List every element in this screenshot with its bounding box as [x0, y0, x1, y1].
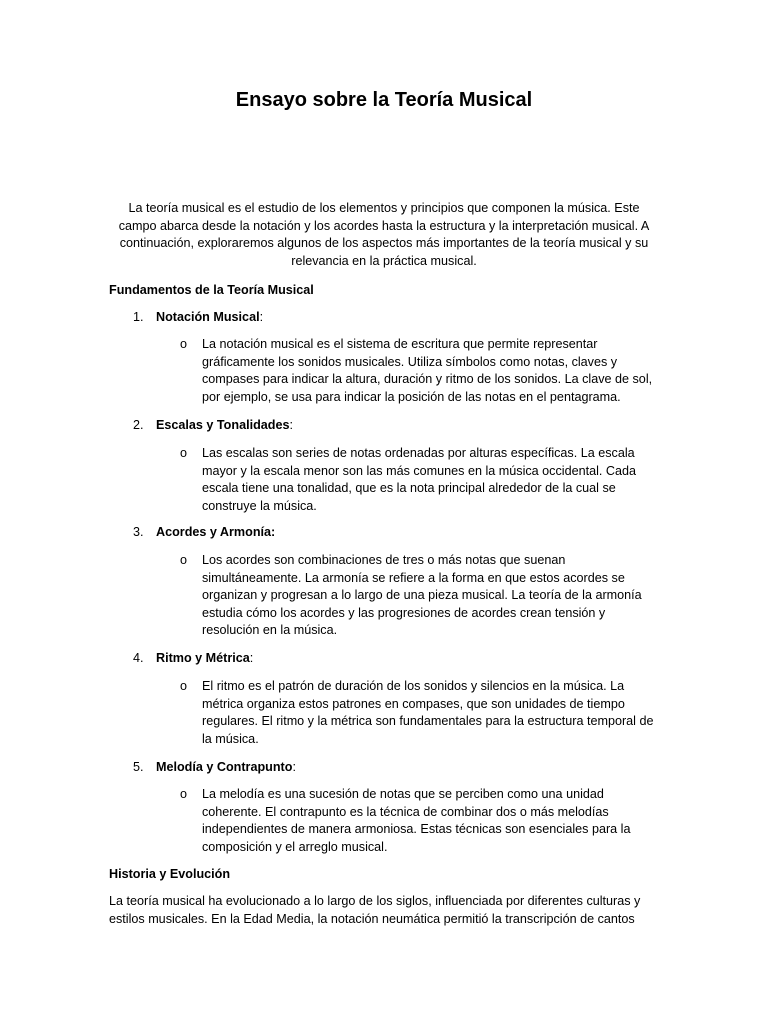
- bullet-text-5: La melodía es una sucesión de notas que se perciben como una unidad coherente. El contrapunto es la técnica de combinar dos o más melodías independientes de manera armoniosa. Estas técnicas son esenciales para la composición y el arreglo musical.: [202, 787, 631, 854]
- list-item-2: [133, 417, 293, 435]
- list-item-number: 2.: [133, 418, 144, 432]
- list-item-5: [133, 759, 296, 777]
- list-item-label: Ritmo y Métrica: [156, 651, 250, 665]
- list-item-suffix: :: [259, 310, 264, 324]
- list-item-number: 3.: [133, 525, 144, 539]
- bullet-marker: o: [180, 337, 188, 351]
- historia-paragraph: La teoría musical ha evolucionado a lo largo de los siglos, influenciada por diferentes culturas y estilos musicales. En la Edad Media, la notación neumática permitió la transcripción de cantos: [109, 894, 641, 926]
- bullet-text-3: Los acordes son combinaciones de tres o más notas que suenan simultáneamente. La armonía se refiere a la forma en que estos acordes se organizan y progresan a lo largo de una pieza musical. La teoría de la armonía estudia cómo los acordes y las progresiones de acordes crean tensión y resolución en la música.: [202, 553, 642, 638]
- list-item-label: Notación Musical: [156, 310, 260, 324]
- bullet-marker: o: [180, 446, 188, 460]
- list-item-number: 4.: [133, 651, 144, 665]
- bullet-marker: o: [180, 679, 188, 693]
- list-item-1: [133, 309, 263, 327]
- list-item-suffix: :: [289, 418, 293, 432]
- list-item-3: [133, 524, 275, 542]
- list-item-suffix: :: [292, 760, 296, 774]
- list-item-number: 5.: [133, 760, 144, 774]
- bullet-marker: o: [180, 553, 188, 567]
- bullet-text-2: Las escalas son series de notas ordenadas por alturas específicas. La escala mayor y la escala menor son las más comunes en la música occidental. Cada escala tiene una tonalidad, que es la nota principal alrededor de la cual se construye la música.: [202, 446, 636, 513]
- list-item-label: Escalas y Tonalidades: [156, 418, 290, 432]
- bullet-marker: o: [180, 787, 188, 801]
- bullet-text-1: La notación musical es el sistema de escritura que permite representar gráficamente los sonidos musicales. Utiliza símbolos como notas, claves y compases para indicar la altura, duración y ritmo de los sonidos. La clave de sol, por ejemplo, se usa para indicar la posición de las notas en el pentagrama.: [202, 337, 653, 404]
- document-title: Ensayo sobre la Teoría Musical: [235, 89, 533, 111]
- section-heading-historia: Historia y Evolución: [109, 867, 231, 881]
- list-item-label: Acordes y Armonía:: [156, 525, 276, 539]
- list-item-4: [133, 650, 253, 668]
- bullet-text-4: El ritmo es el patrón de duración de los sonidos y silencios en la música. La métrica organiza estos patrones en compases, que son unidades de tiempo regulares. El ritmo y la métrica son fundamentales para la estructura temporal de la música.: [202, 679, 654, 746]
- list-item-suffix: :: [249, 651, 254, 665]
- intro-paragraph: La teoría musical es el estudio de los elementos y principios que componen la música. Este campo abarca desde la notación y los acordes hasta la estructura y la interpretación musical. A continuación, exploraremos algunos de los aspectos más importantes de la teoría musical y su relevancia en la práctica musical.: [118, 201, 650, 268]
- list-item-label: Melodía y Contrapunto: [156, 760, 293, 774]
- section-heading-fundamentos: Fundamentos de la Teoría Musical: [109, 283, 314, 297]
- list-item-number: 1.: [133, 310, 144, 324]
